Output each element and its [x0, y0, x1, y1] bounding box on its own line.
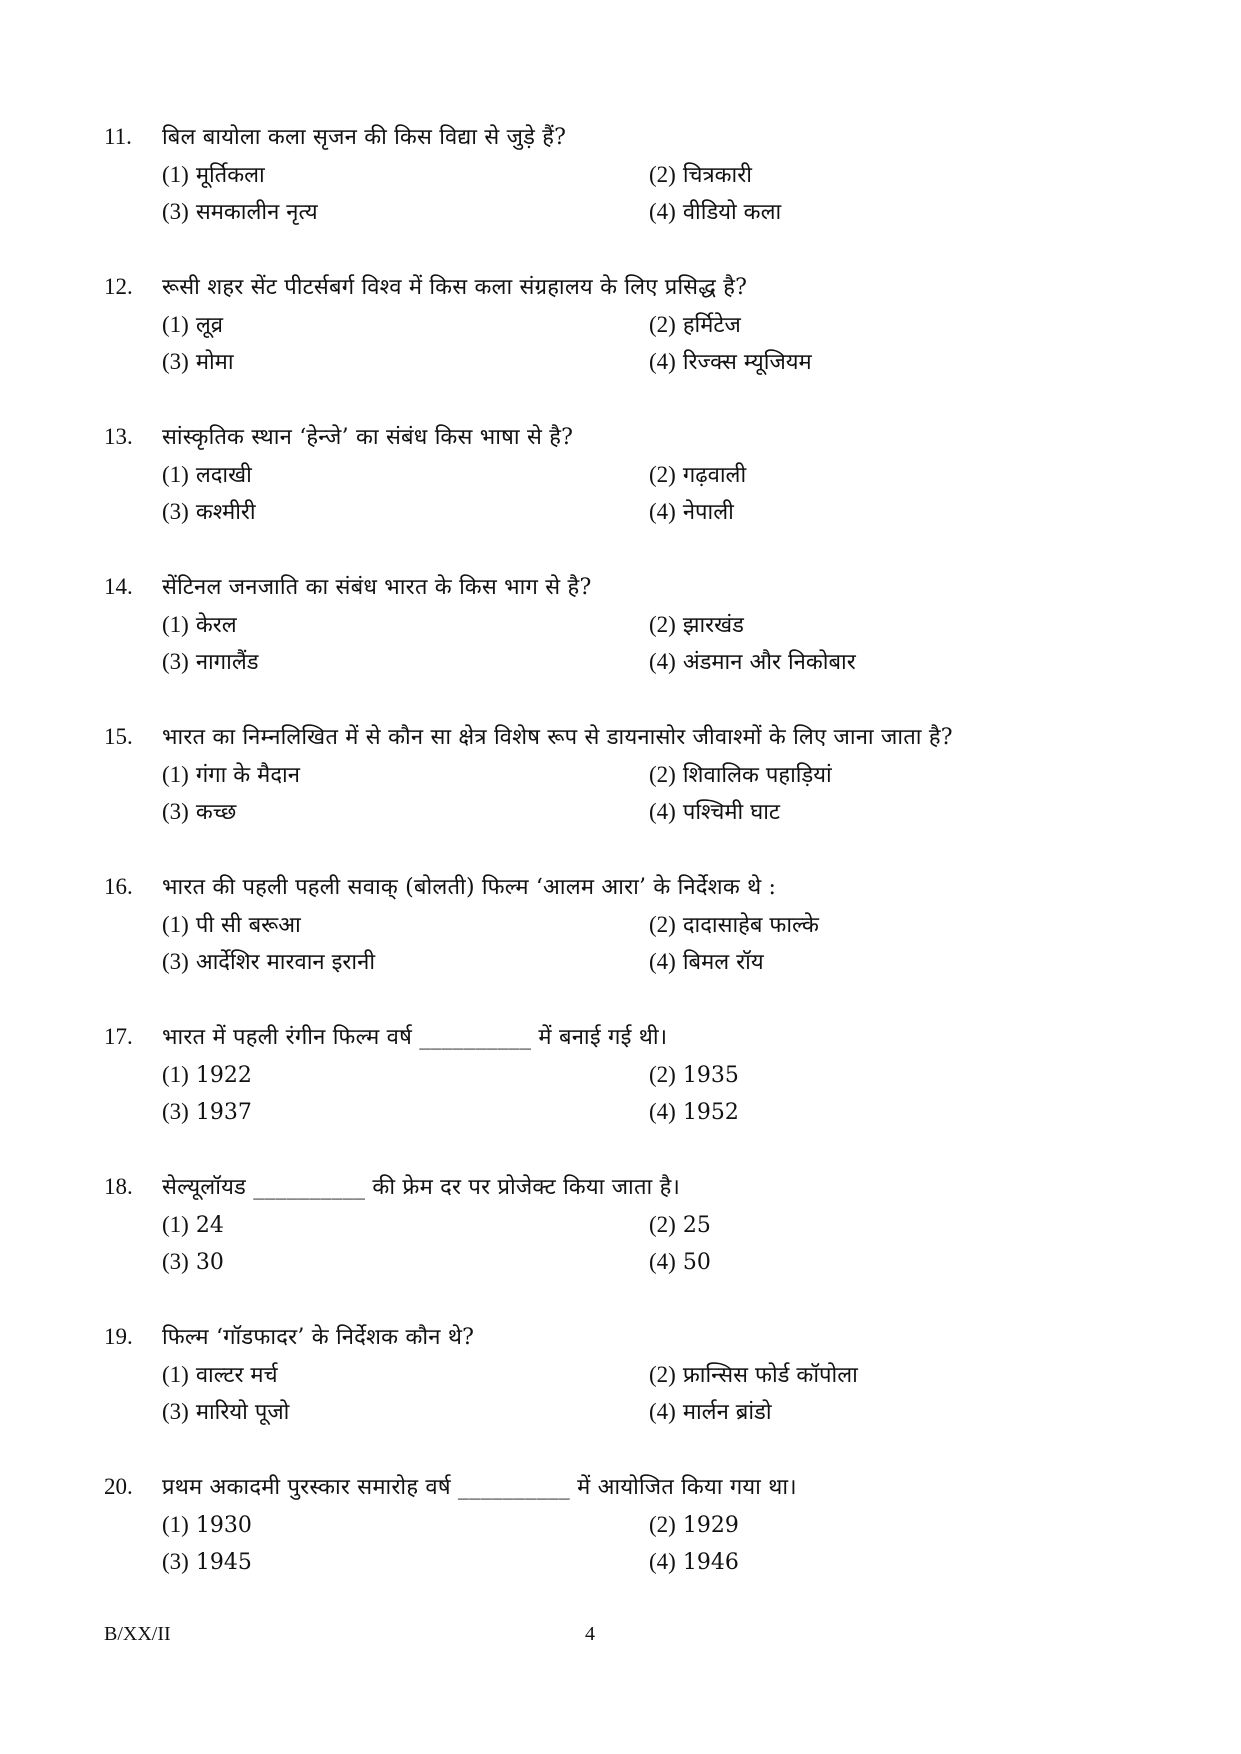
- option-text: बिमल रॉय: [682, 950, 764, 975]
- option-text: चित्रकारी: [682, 163, 752, 188]
- options-row: [104, 156, 1164, 193]
- option-3: [162, 943, 649, 980]
- question-stem: [104, 1168, 1164, 1206]
- option-1: [162, 156, 649, 193]
- option-number: (3): [162, 1099, 189, 1124]
- question-number: 13.: [104, 424, 133, 449]
- option-3: [162, 343, 649, 380]
- option-1: [162, 306, 649, 343]
- question-stem: [104, 1468, 1164, 1506]
- question-stem: [104, 1018, 1164, 1056]
- options-row: [104, 906, 1164, 943]
- options-row: [104, 493, 1164, 530]
- option-text: 25: [682, 1213, 711, 1238]
- option-number: (1): [162, 1362, 189, 1387]
- option-1: [162, 606, 649, 643]
- option-text: फ्रान्सिस फोर्ड कॉपोला: [682, 1363, 858, 1388]
- options-row: [104, 1243, 1164, 1280]
- option-4: [649, 493, 1136, 530]
- option-number: (4): [649, 949, 676, 974]
- option-text: लदाखी: [195, 463, 252, 488]
- option-1: [162, 456, 649, 493]
- option-number: (3): [162, 799, 189, 824]
- question-text: सांस्कृतिक स्थान ‘हेन्जे’ का संबंध किस भाषा से है?: [162, 425, 574, 450]
- option-number: (4): [649, 1249, 676, 1274]
- option-number: (4): [649, 199, 676, 224]
- option-2: [649, 1506, 1136, 1543]
- question-19: [104, 1318, 1164, 1468]
- option-text: दादासाहेब फाल्के: [682, 913, 819, 938]
- option-number: (3): [162, 499, 189, 524]
- question-12: [104, 268, 1164, 418]
- question-stem: [104, 1318, 1164, 1356]
- question-stem: [104, 568, 1164, 606]
- option-number: (1): [162, 312, 189, 337]
- option-text: मूर्तिकला: [195, 163, 265, 188]
- option-text: समकालीन नृत्य: [195, 200, 318, 225]
- options-row: [104, 343, 1164, 380]
- option-text: 1952: [682, 1100, 739, 1125]
- option-number: (1): [162, 612, 189, 637]
- option-2: [649, 906, 1136, 943]
- option-number: (4): [649, 499, 676, 524]
- option-number: (1): [162, 1062, 189, 1087]
- option-1: [162, 1506, 649, 1543]
- option-1: [162, 906, 649, 943]
- question-20: [104, 1468, 1164, 1618]
- option-number: (1): [162, 462, 189, 487]
- question-stem: [104, 268, 1164, 306]
- option-number: (2): [649, 612, 676, 637]
- option-4: [649, 793, 1136, 830]
- option-text: 1929: [682, 1513, 739, 1538]
- option-number: (1): [162, 1212, 189, 1237]
- option-text: पी सी बरूआ: [195, 913, 301, 938]
- option-number: (2): [649, 162, 676, 187]
- option-3: [162, 193, 649, 230]
- option-number: (3): [162, 199, 189, 224]
- option-2: [649, 1056, 1136, 1093]
- option-number: (1): [162, 1512, 189, 1537]
- options-row: [104, 606, 1164, 643]
- question-list: [104, 118, 1164, 1618]
- option-3: [162, 643, 649, 680]
- option-number: (3): [162, 1399, 189, 1424]
- option-2: [649, 1206, 1136, 1243]
- option-number: (2): [649, 1362, 676, 1387]
- question-text: बिल बायोला कला सृजन की किस विद्या से जुड़े हैं?: [162, 125, 567, 150]
- option-number: (3): [162, 1249, 189, 1274]
- question-stem: [104, 118, 1164, 156]
- option-number: (3): [162, 1549, 189, 1574]
- option-number: (4): [649, 649, 676, 674]
- option-number: (2): [649, 1062, 676, 1087]
- question-text: सेंटिनल जनजाति का संबंध भारत के किस भाग से है?: [162, 575, 592, 600]
- question-11: [104, 118, 1164, 268]
- question-text: भारत की पहली पहली सवाक् (बोलती) फिल्म ‘आलम आरा’ के निर्देशक थे :: [162, 875, 777, 900]
- option-text: लूव्र: [195, 313, 223, 338]
- option-number: (1): [162, 162, 189, 187]
- option-4: [649, 343, 1136, 380]
- option-text: 1937: [195, 1100, 252, 1125]
- option-text: 1946: [682, 1550, 739, 1575]
- question-number: 12.: [104, 274, 133, 299]
- question-text: सेल्यूलॉयड __________ की फ्रेम दर पर प्रोजेक्ट किया जाता है।: [162, 1175, 681, 1200]
- question-number: 16.: [104, 874, 133, 899]
- option-text: वाल्टर मर्च: [195, 1363, 278, 1388]
- options-row: [104, 1093, 1164, 1130]
- options-row: [104, 793, 1164, 830]
- question-13: [104, 418, 1164, 568]
- option-text: कच्छ: [195, 800, 237, 825]
- options-row: [104, 643, 1164, 680]
- option-3: [162, 493, 649, 530]
- option-text: 50: [682, 1250, 711, 1275]
- question-text: प्रथम अकादमी पुरस्कार समारोह वर्ष __________ में आयोजित किया गया था।: [162, 1475, 797, 1500]
- question-number: 20.: [104, 1474, 133, 1499]
- option-text: नेपाली: [682, 500, 734, 525]
- option-text: पश्चिमी घाट: [682, 800, 780, 825]
- option-number: (4): [649, 1399, 676, 1424]
- option-number: (4): [649, 349, 676, 374]
- option-number: (3): [162, 349, 189, 374]
- question-18: [104, 1168, 1164, 1318]
- option-number: (4): [649, 799, 676, 824]
- option-number: (2): [649, 1512, 676, 1537]
- option-number: (2): [649, 762, 676, 787]
- options-row: [104, 193, 1164, 230]
- option-text: 1922: [195, 1063, 252, 1088]
- option-text: अंडमान और निकोबार: [682, 650, 856, 675]
- option-text: मार्लन ब्रांडो: [682, 1400, 772, 1425]
- option-2: [649, 606, 1136, 643]
- option-text: शिवालिक पहाड़ियां: [682, 763, 832, 788]
- option-number: (2): [649, 462, 676, 487]
- option-2: [649, 1356, 1136, 1393]
- option-3: [162, 1393, 649, 1430]
- option-text: 24: [195, 1213, 224, 1238]
- page-number: 4: [585, 1623, 595, 1645]
- option-number: (2): [649, 1212, 676, 1237]
- option-number: (3): [162, 949, 189, 974]
- question-14: [104, 568, 1164, 718]
- option-text: केरल: [195, 613, 237, 638]
- options-row: [104, 1393, 1164, 1430]
- options-row: [104, 1506, 1164, 1543]
- option-3: [162, 1243, 649, 1280]
- options-row: [104, 756, 1164, 793]
- question-text: भारत में पहली रंगीन फिल्म वर्ष __________ में बनाई गई थी।: [162, 1025, 668, 1050]
- option-text: 30: [195, 1250, 224, 1275]
- options-row: [104, 1206, 1164, 1243]
- question-17: [104, 1018, 1164, 1168]
- option-text: कश्मीरी: [195, 500, 256, 525]
- option-text: रिज्क्स म्यूजियम: [682, 350, 812, 375]
- option-4: [649, 643, 1136, 680]
- option-1: [162, 756, 649, 793]
- question-number: 15.: [104, 724, 133, 749]
- options-row: [104, 1543, 1164, 1580]
- option-text: 1945: [195, 1550, 252, 1575]
- question-number: 18.: [104, 1174, 133, 1199]
- option-4: [649, 943, 1136, 980]
- options-row: [104, 1056, 1164, 1093]
- question-text: भारत का निम्नलिखित में से कौन सा क्षेत्र विशेष रूप से डायनासोर जीवाश्मों के लिए जाना जाता है?: [162, 725, 953, 750]
- options-row: [104, 1356, 1164, 1393]
- option-4: [649, 1243, 1136, 1280]
- option-text: आर्देशिर मारवान इरानी: [195, 950, 376, 975]
- question-number: 14.: [104, 574, 133, 599]
- option-2: [649, 756, 1136, 793]
- paper-code: B/XX/II: [104, 1623, 171, 1645]
- question-16: [104, 868, 1164, 1018]
- option-1: [162, 1206, 649, 1243]
- option-text: नागालैंड: [195, 650, 259, 675]
- options-row: [104, 306, 1164, 343]
- option-number: (2): [649, 312, 676, 337]
- option-text: वीडियो कला: [682, 200, 782, 225]
- option-text: गढ़वाली: [682, 463, 747, 488]
- question-stem: [104, 418, 1164, 456]
- option-number: (4): [649, 1549, 676, 1574]
- option-3: [162, 1543, 649, 1580]
- option-number: (1): [162, 762, 189, 787]
- option-text: मोमा: [195, 350, 234, 375]
- option-3: [162, 1093, 649, 1130]
- question-text: रूसी शहर सेंट पीटर्सबर्ग विश्व में किस कला संग्रहालय के लिए प्रसिद्ध है?: [162, 275, 748, 300]
- question-number: 17.: [104, 1024, 133, 1049]
- question-text: फिल्म ‘गॉडफादर’ के निर्देशक कौन थे?: [162, 1325, 475, 1350]
- question-number: 11.: [104, 124, 132, 149]
- option-text: 1930: [195, 1513, 252, 1538]
- option-number: (1): [162, 912, 189, 937]
- option-3: [162, 793, 649, 830]
- question-stem: [104, 718, 1164, 756]
- option-1: [162, 1356, 649, 1393]
- option-number: (4): [649, 1099, 676, 1124]
- option-text: झारखंड: [682, 613, 744, 638]
- option-2: [649, 456, 1136, 493]
- option-2: [649, 156, 1136, 193]
- option-number: (3): [162, 649, 189, 674]
- option-text: मारियो पूजो: [195, 1400, 290, 1425]
- option-4: [649, 1543, 1136, 1580]
- question-stem: [104, 868, 1164, 906]
- option-text: 1935: [682, 1063, 739, 1088]
- option-4: [649, 1393, 1136, 1430]
- option-1: [162, 1056, 649, 1093]
- option-2: [649, 306, 1136, 343]
- option-4: [649, 1093, 1136, 1130]
- option-text: हर्मिटेज: [682, 313, 741, 338]
- question-15: [104, 718, 1164, 868]
- options-row: [104, 456, 1164, 493]
- options-row: [104, 943, 1164, 980]
- option-4: [649, 193, 1136, 230]
- option-number: (2): [649, 912, 676, 937]
- question-number: 19.: [104, 1324, 133, 1349]
- option-text: गंगा के मैदान: [195, 763, 300, 788]
